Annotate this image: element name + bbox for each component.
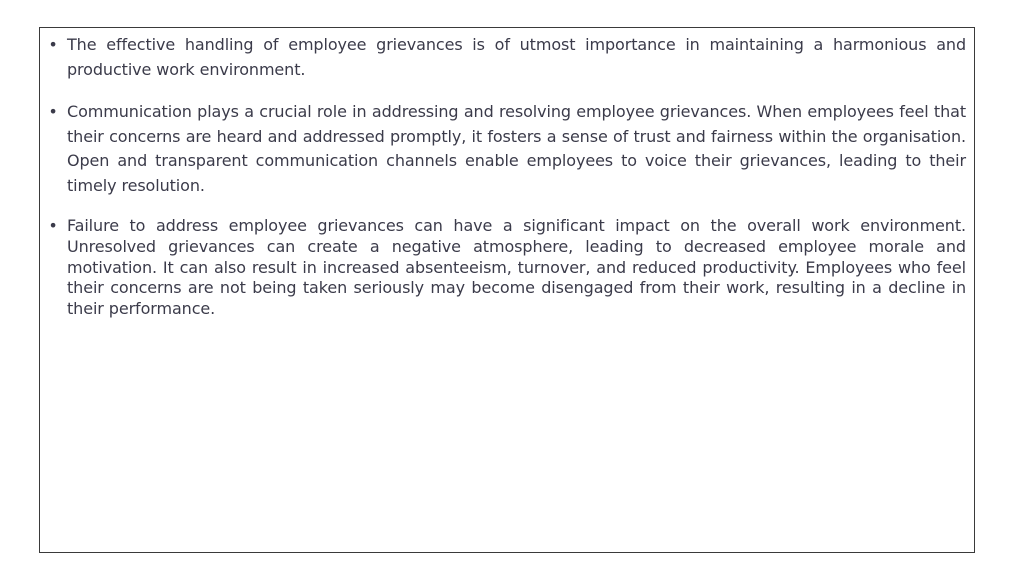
bullet-text: Communication plays a crucial role in addressing and resolving employee grievances. When employees feel that their concerns are heard and addressed promptly, it fosters a sense of trust and fairness within the organisation. Open and transparent communication channels enable employees to voice their grievances, leading to their timely resolution. <box>67 102 966 195</box>
bullet-dot-icon: • <box>48 102 58 121</box>
bullet-text: Failure to address employee grievances can have a significant impact on the overall work environment. Unresolved grievances can create a negative atmosphere, leading to decreased employee morale and motivation. It can also result in increased absenteeism, turnover, and reduced productivity. Employees who feel their concerns are not being taken seriously may become disengaged from their work, resulting in a decline in their performance. <box>67 216 966 319</box>
bullet-item <box>48 216 966 320</box>
bullet-item <box>48 32 966 82</box>
bullet-list <box>48 32 966 320</box>
bullet-dot-icon: • <box>48 216 58 235</box>
bullet-item <box>48 100 966 198</box>
bullet-dot-icon: • <box>48 35 58 54</box>
bullet-text: The effective handling of employee grievances is of utmost importance in maintaining a harmonious and productive work environment. <box>67 35 966 79</box>
slide-text-box <box>39 27 975 553</box>
